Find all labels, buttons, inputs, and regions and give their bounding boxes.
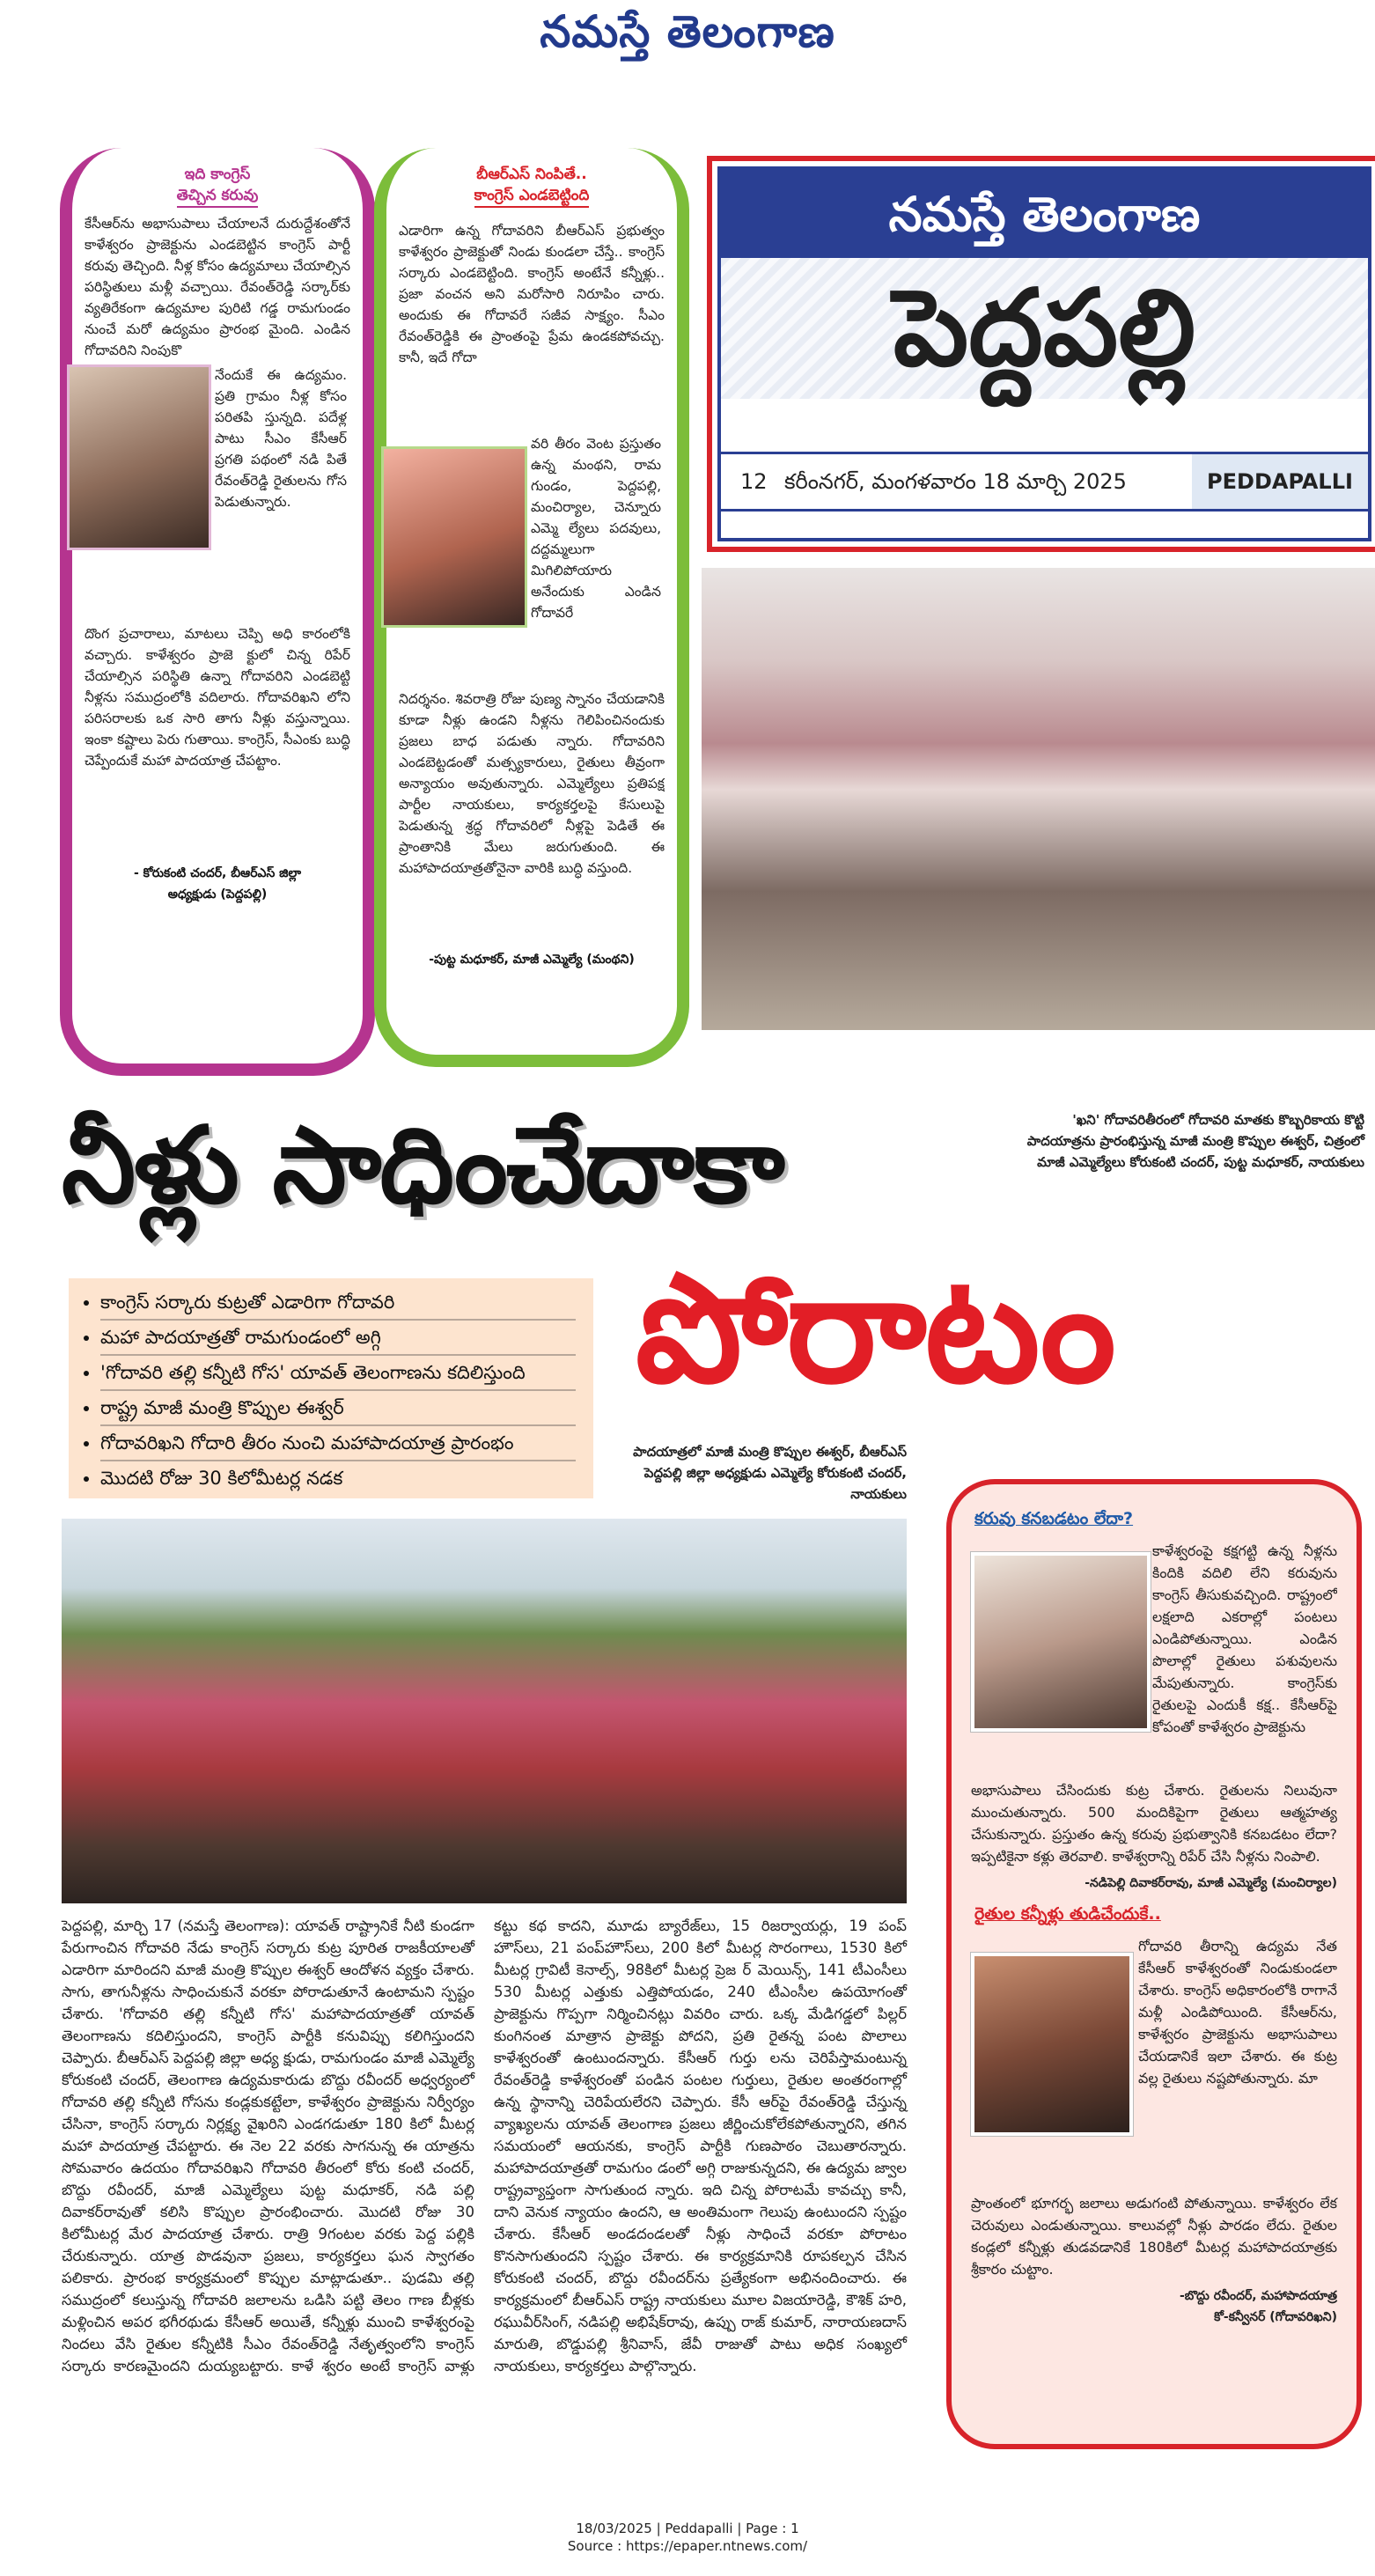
nameplate-paper: నమస్తే తెలంగాణ (721, 170, 1368, 258)
quote1-signature: -నడిపెల్లి దివాకర్‌రావు, మాజీ ఎమ్మెల్యే (మంచిర్యాల) (1085, 1876, 1337, 1890)
quote2-signature: -బొద్దు రవీందర్, మహాపాదయాత్ర కో-కన్వీనర్ (గోదావరిఖని) (1179, 2289, 1337, 2324)
quote1-heading: కరువు కనబడటం లేదా? (974, 1509, 1134, 1528)
edition-nameplate (707, 156, 1375, 552)
rally-photo-top (702, 568, 1375, 1030)
article-body: పెద్దపల్లి, మార్చి 17 (నమస్తే తెలంగాణ): యావత్ రాష్ట్రానికే నీటి కుండగా పేరుగాంచిన గోదావరి నేడు కాంగ్రెస్ సర్కారు కుట్ర పూరిత రాజకీయాలతో ఎడారిగా మారిందని మాజీ మంత్రి కొప్పుల ఈశ్వర్ ఆందోళన వ్యక్తం చేశారు. సాగు, తాగునీళ్లను సాధించుకునే వరకూ పోరాడుతూనే ఉంటామని స్పష్టం చేశారు. 'గోదావరి తల్లి కన్నీటి గోస' మహాపాదయాత్రతో యావత్ తెలంగాణను కదిలిస్తుందని, కాంగ్రెస్ పార్టీకి కనువిప్పు కలిగిస్తుందని చెప్పారు. బీఆర్‌ఎస్ పెద్దపల్లి జిల్లా అధ్య క్షుడు, రామగుండం మాజీ ఎమ్మెల్యే కోరుకంటి చందర్, తెలంగాణ ఉద్యమకారుడు బొద్దు రవీందర్ అధ్వర్యంలో గోదావరి తల్లి కన్నీటి గోసను కండ్లకుకట్టేలా, కాళేశ్వరం ప్రాజెక్టును నిర్వీర్యం చేసినా, కాంగ్రెస్ సర్కారు నిర్లక్ష్య వైఖరిని ఎండగడుతూ 180 కిలో మీటర్ల మహా పాదయాత్ర చేపట్టారు. ఈ నెల 22 వరకు సాగనున్న ఈ యాత్రను సోమవారం ఉదయం గోదావరిఖని గోదావరి తీరంలో కోరు కంటి చందర్, బొద్దు రవీందర్, మాజీ ఎమ్మెల్యేలు పుట్ట మధూకర్, నడి పల్లి దివాకర్‌రావుతో కలిసి కొప్పుల ప్రారంభించారు. మొదటి రోజు 30 కిలోమీటర్ల మేర పాదయాత్ర చేశారు. రాత్రి 9గంటల వరకు పెద్ద పల్లికి చేరుకున్నారు. యాత్ర పొడవునా ప్రజలు, కార్యకర్తలు ఘన స్వాగతం పలికారు. ప్రారంభ కార్యక్రమంలో కొప్పుల మాట్లాడుతూ.. పుడమి తల్లి సముద్రంలో కలుస్తున్న గోదావరి జలాలను ఒడిసి పట్టి తెలం గాణ బీళ్లకు మళ్లించిన అపర భగీరథుడు కేసీఆర్ అయితే, కన్నీళ్లు ముంచి కాళేశ్వరంపై నిందలు వేసి రైతుల కన్నీటికి సీఎం రేవంత్‌రెడ్డి నేతృత్వంలోని కాంగ్రెస్ సర్కారు కారణమైందని దుయ్యబట్టారు. కాళే శ్వరం అంటే కాంగ్రెస్ వాళ్లు కట్టు కథ కాదని, మూడు బ్యారేజ్‌లు, 15 రిజర్వాయర్లు, 19 పంప్ హౌస్‌లు, 21 పంప్‌హౌస్‌లు, 200 కిలో మీటర్ల సొరంగాలు, 1530 కిలో మీటర్ల గ్రావిటీ కెనాల్స్, 98కిలో మీటర్ల ప్రెజ ర్ మెయిన్స్, 141 టీఎంసీలు 530 మీటర్ల ఎత్తుకు ఎత్తిపోయడం, 240 టీఎంసీల ఉపయోగంతో ప్రాజెక్టును గొప్పగా నిర్మించినట్లు వివరిం చారు. ఒక్క మేడిగడ్డలో పిల్లర్ కుంగినంత మాత్రాన ప్రాజెక్టు పోదని, ప్రతి రైతన్న పంట పొలాలు కాళేశ్వరంతో ఉంటుందన్నారు. కేసీఆర్ గుర్తు లను చెరిపేస్తామంటున్న రేవంత్‌రెడ్డి కాళేశ్వరంతో పండిన పంటల గుర్తులు, రైతుల అంతరంగాల్లో ఉన్న స్థానాన్ని చెరిపేయలేరని చెప్పారు. కేసీ ఆర్‌పై రేవంత్‌రెడ్డి చేస్తున్న వ్యాఖ్యలను యావత్ తెలంగాణ ప్రజలు జీర్ణించుకోలేకపోతున్నారని, తగిన సమయంలో ఆయనకు, కాంగ్రెస్ పార్టీకి గుణపాఠం చెబుతారన్నారు. మహాపాదయాత్రతో రామగుం డంలో అగ్గి రాజుకున్నదని, ఈ ఉద్యమ జ్వాల రాష్ట్రవ్యాప్తంగా సాగుతుంద న్నారు. ఇది చిన్న పోరాటమే కావచ్చు కానీ, దాని వెనుక న్యాయం ఉందని, ఆ అంతిమంగా గెలుపు ఉంటుందని స్పష్టం చేశారు. కేసీఆర్ అండదండలతో నీళ్లు సాధించే వరకూ పోరాటం కొనసాగుతుందని స్పష్టం చేశారు. ఈ కార్యక్రమానికి రూపకల్పన చేసిన కోరుకంటి చందర్, బొద్దు రవీందర్‌ను ప్రత్యేకంగా అభినందించారు. ఈ కార్యక్రమంలో బీఆర్‌ఎస్ రాష్ట్ర నాయకులు మూల విజయారెడ్డి, కౌశిక్ హరి, రఘువీర్‌సింగ్, నడిపల్లి అభిషేక్‌రావు, ఉప్పు రాజ్ కుమార్, నారాయణదాస్ మారుతి, బొడ్డుపల్లి శ్రీనివాస్, జేవీ రాజుతో పాటు అధిక సంఖ్యలో నాయకులు, కార్యకర్తలు పాల్గొన్నారు. (62, 1917, 907, 2374)
page-footer (0, 2520, 1375, 2555)
opinion-left-text-bottom: దొంగ ప్రచారాలు, మాటలు చెప్పి అధి కారంలోకి వచ్చారు. కాళేశ్వరం ప్రాజె క్టులో చిన్న రిపేర్ చేయాల్సిన పరిస్థితి ఉన్నా గోదావరిని ఎండబెట్టి నీళ్లను సముద్రంలోకి వదిలారు. గోదావరిఖని లోని పరిసరాలకు ఒక సారి తాగు నీళ్లు వస్తున్నాయి. ఇంకా కష్టాలు పెరు గుతాయి. కాంగ్రెస్, సీఎంకు బుద్ధి చెప్పేందుకే మహా పాదయాత్ర చేపట్టాం. (85, 626, 350, 769)
masthead: నమస్తే తెలంగాణ (540, 5, 835, 57)
highlight-item: • కాంగ్రెస్ సర్కారు కుట్రతో ఎడారిగా గోదావరి (100, 1285, 576, 1321)
rally-photo-bottom (62, 1519, 907, 1903)
opinion-middle-heading: బీఆర్‌ఎస్ నింపితే.. కాంగ్రెస్ ఎండబెట్టింది (386, 164, 677, 208)
highlight-item: • మహా పాదయాత్రతో రామగుండంలో అగ్గి (100, 1321, 576, 1356)
opinion-middle-portrait (381, 446, 527, 628)
photo-caption-right: 'ఖని' గోదావరితీరంలో గోదావరి మాతకు కొబ్బరికాయ కొట్టి పాదయాత్రను ప్రారంభిస్తున్న మాజీ మంత్రి కొప్పుల ఈశ్వర్, చిత్రంలో మాజీ ఎమ్మెల్యేలు కోరుకంటి చందర్, పుట్ట మధూకర్, నాయకులు (1026, 1112, 1364, 1170)
opinion-left-text-top: కేసీఆర్‌ను అభాసుపాలు చేయాలనే దురుద్దేశంతోనే కాళేశ్వరం ప్రాజెక్టును ఎండబెట్టిన కాంగ్రెస్ పార్టీ కరువు తెచ్చింది. నీళ్ల కోసం ఉద్యమాలు చేయాల్సిన పరిస్థితులు మళ్లీ వచ్చాయి. రేవంత్‌రెడ్డి సర్కార్‌కు వ్యతిరేకంగా ఉద్యమాల పురిటి గడ్డ రామగుండం నుంచే మరో ఉద్యమం ప్రారంభ మైంది. ఎండిన గోదావరిని నింపుకొ (85, 216, 350, 358)
opinion-middle-text-top: ఎడారిగా ఉన్న గోదావరిని బీఆర్‌ఎస్ ప్రభుత్వం కాళేశ్వరం ప్రాజెక్టుతో నిండు కుండలా చేస్తే.. కాంగ్రెస్ సర్కారు ఎండబెట్టింది. కాంగ్రెస్ అంటేనే కన్నీళ్లు.. ప్రజా వంచన అని మరోసారి నిరూపిం చారు. అందుకు ఈ గోదావరే సజీవ సాక్ష్యం. సీఎం రేవంత్‌రెడ్డికి ఈ ప్రాంతంపై ప్రేమ ఉండకపోవచ్చు. కానీ, ఇదే గోదా (399, 223, 665, 365)
quote2-text: ప్రాంతంలో భూగర్భ జలాలు అడుగంటి పోతున్నాయి. కాళేశ్వరం లేక చెరువులు ఎండుతున్నాయి. కాలువల్లో నీళ్లు పారడం లేదు. రైతుల కండ్లలో కన్నీళ్లు తుడవడానికే 180కిలో మీటర్ల మహాపాదయాత్రకు శ్రీకారం చుట్టాం. (971, 2195, 1337, 2278)
quote2-portrait (971, 1953, 1133, 2136)
quote1-text: అభాసుపాలు చేసిందుకు కుట్ర చేశారు. రైతులను నిలువునా ముంచుతున్నారు. 500 మందికిపైగా రైతులు ఆత్మహత్య చేసుకున్నారు. ప్రస్తుతం ఉన్న కరువు ప్రభుత్వానికి కనబడటం లేదా? ఇప్పటికైనా కళ్లు తెరవాలి. కాళేశ్వరాన్ని రిపేర్ చేసి నీళ్లను నింపాలి. (971, 1782, 1337, 1865)
opinion-left-signature: - కోరుకంటి చందర్, బీఆర్‌ఎస్ జిల్లా అధ్యక్షుడు (పెద్దపల్లి) (133, 866, 302, 902)
edition-name: PEDDAPALLI (1192, 454, 1368, 509)
quote2-heading: రైతుల కన్నీళ్లు తుడిచేందుకే.. (974, 1904, 1161, 1924)
highlight-item: • గోదావరిఖని గోదారి తీరం నుంచి మహాపాదయాత్ర ప్రారంభం (100, 1426, 576, 1461)
opinion-box-left (60, 148, 375, 1076)
opinion-left-portrait (67, 364, 211, 550)
headline-line1: నీళ్లు సాధించేదాకా (62, 1105, 783, 1227)
footer-source: Source : https://epaper.ntnews.com/ (567, 2538, 808, 2554)
opinion-middle-text-side: వరి తీరం వెంట ప్రస్తుతం ఉన్న మంథని, రామ గుండం, పెద్దపల్లి, మంచిర్యాల, చెన్నూరు ఎమ్మె ల్యేలు పదవులు, దద్దమ్మలుగా మిగిలిపోయారు అనేందుకు ఎండిన గోదావరే (531, 436, 661, 621)
highlight-item: • మొదటి రోజు 30 కిలోమీటర్ల నడక (100, 1461, 576, 1495)
highlight-item: • 'గోదావరి తల్లి కన్నీటి గోస' యావత్ తెలంగాణను కదిలిస్తుంది (100, 1356, 576, 1391)
page-number: 12 (740, 469, 768, 494)
photo-caption-center: పాదయాత్రలో మాజీ మంత్రి కొప్పుల ఈశ్వర్, బీఆర్‌ఎస్ పెద్దపల్లి జిల్లా అధ్యక్షుడు ఎమ్మెల్యే కోరుకంటి చందర్, నాయకులు (633, 1444, 907, 1502)
highlights-box (69, 1278, 593, 1498)
quote-box-right (946, 1479, 1362, 2449)
highlight-item: • రాష్ట్ర మాజీ మంత్రి కొప్పుల ఈశ్వర్ (100, 1391, 576, 1426)
quote2-text-side: గోదావరి తీరాన్ని ఉద్యమ నేత కేసీఆర్ కాళేశ్వరంతో నిండుకుండలా చేశారు. కాంగ్రెస్ అధికారంలోకి రాగానే మళ్లీ ఎండిపోయింది. కేసీఆర్‌ను, కాళేశ్వరం ప్రాజెక్టును అభాసుపాలు చేయడానికే ఇలా చేశారు. ఈ కుట్ర వల్ల రైతులు నష్టపోతున్నారు. మా (1138, 1938, 1337, 2087)
opinion-middle-text-bottom: నిదర్శనం. శివరాత్రి రోజు పుణ్య స్నానం చేయడానికి కూడా నీళ్లు ఉండని నీళ్లను గెలిపించినందుకు ప్రజలు బాధ పడుతు న్నారు. గోదావరిని ఎండబెట్టడంతో మత్స్యకారులు, రైతులు తీవ్రంగా అన్యాయం అవుతున్నారు. ఎమ్మెల్యేలు ప్రతిపక్ష పార్టీల నాయకులు, కార్యకర్తలపై కేసులుపై పెడుతున్న శ్రద్ధ గోదావరిలో నీళ్లపై పెడితే ఈ ప్రాంతానికి మేలు జరుగుతుంది. ఈ మహాపాదయాత్రతోనైనా వారికి బుద్ధి వస్తుంది. (399, 691, 665, 876)
edition-date: కరీంనగర్, మంగళవారం 18 మార్చి 2025 (784, 469, 1127, 494)
opinion-box-middle (374, 148, 689, 1067)
opinion-left-text-side: నేందుకే ఈ ఉద్యమం. ప్రతి గ్రామం నీళ్ల కోసం పరితపి స్తున్నది. పదేళ్ల పాటు సీఎం కేసీఆర్ ప్రగతి పథంలో నడి పితే రేవంత్‌రెడ్డి రైతులను గోస పెడుతున్నారు. (215, 367, 347, 510)
nameplate-city: పెద్దపల్లి (721, 258, 1368, 399)
quote1-portrait (971, 1552, 1151, 1732)
quote1-text-side: కాళేశ్వరంపై కక్షగట్టి ఉన్న నీళ్లను కిందికి వదిలి లేని కరువును కాంగ్రెస్ తీసుకువచ్చింది. రాష్ట్రంలో లక్షలాది ఎకరాల్లో పంటలు ఎండిపోతున్నాయి. ఎండిన పొలాల్లో రైతులు పశువులను మేపుతున్నారు. కాంగ్రెస్‌కు రైతులపై ఎందుకీ కక్ష.. కేసీఆర్‌పై కోపంతో కాళేశ్వరం ప్రాజెక్టును (1152, 1542, 1337, 1735)
opinion-left-heading: ఇది కాంగ్రెస్ తెచ్చిన కరువు (72, 164, 363, 208)
footer-dateline: 18/03/2025 | Peddapalli | Page : 1 (576, 2521, 799, 2536)
headline-line2: పోరాటం (636, 1242, 1114, 1417)
opinion-middle-signature: -పుట్ట మధూకర్, మాజీ ఎమ్మెల్యే (మంథని) (429, 953, 635, 967)
nameplate-dateline (721, 452, 1368, 512)
